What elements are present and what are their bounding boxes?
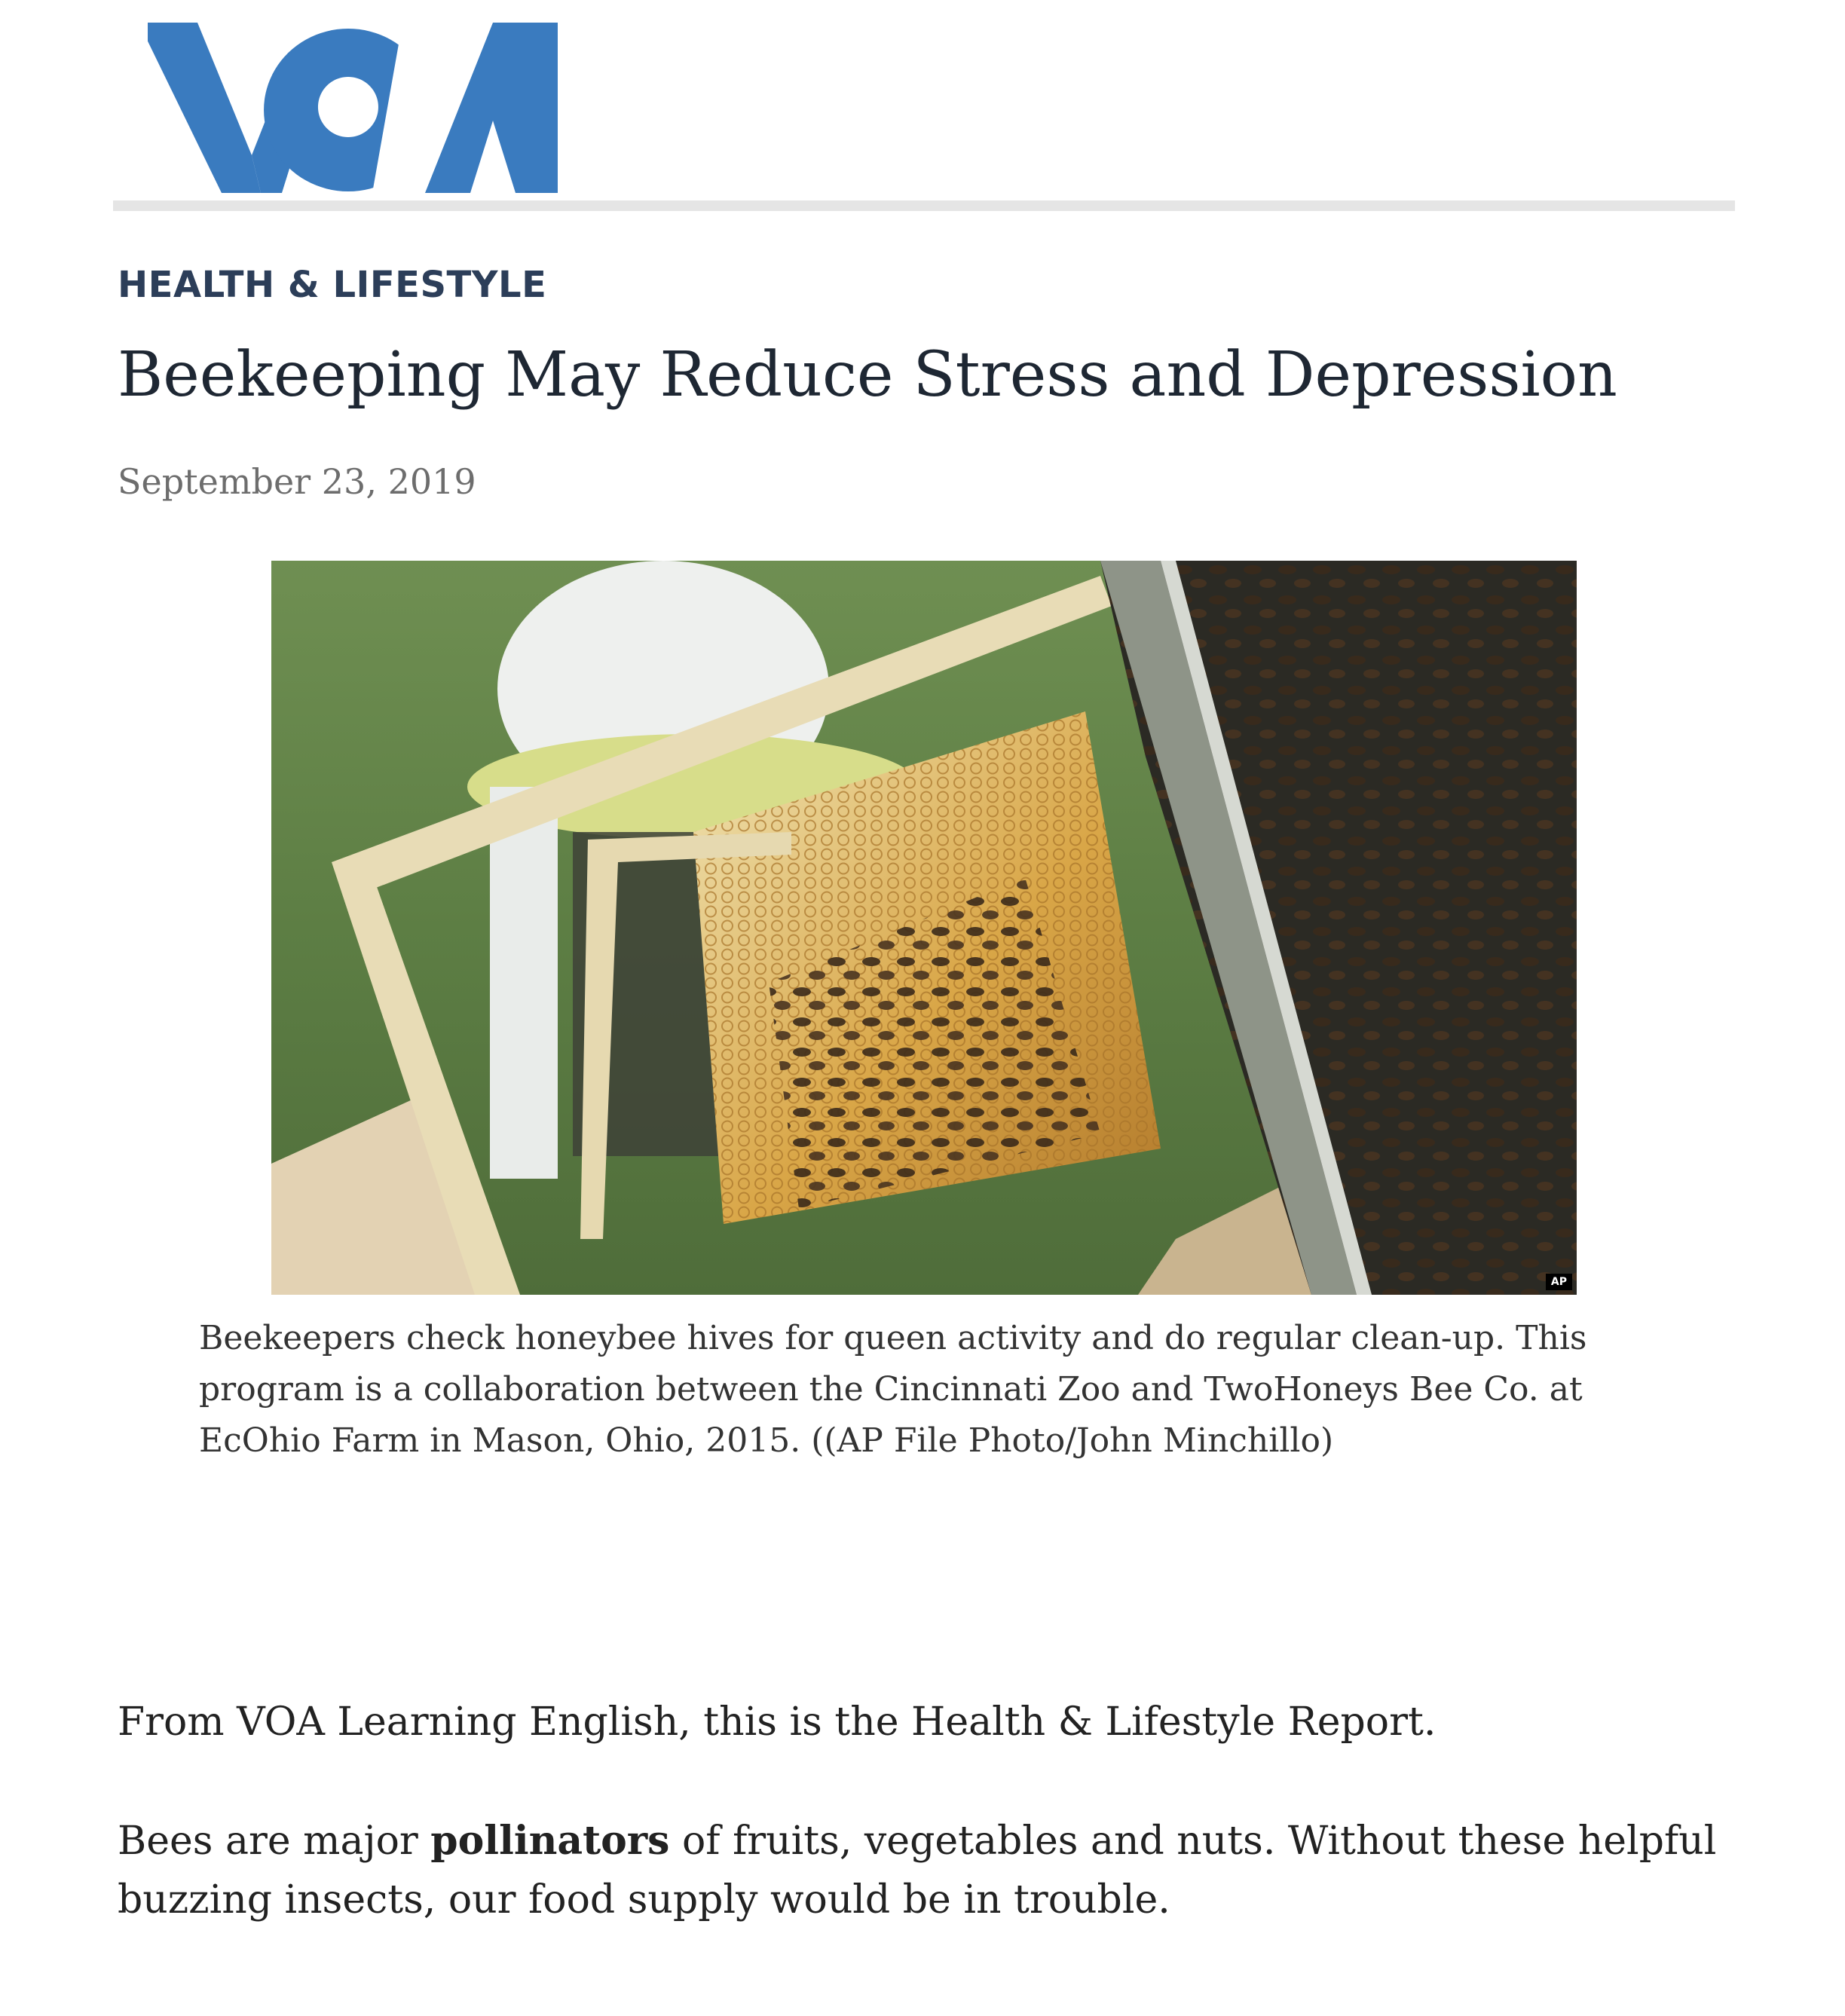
paragraph-text-after: of fruits, vegetables and nuts. Without these helpful buzzing insects, our food supply would be in trouble. <box>118 1819 1717 1923</box>
beekeeping-photo <box>271 561 1577 1295</box>
photo-credit-badge: AP <box>1546 1274 1572 1290</box>
header-divider <box>113 200 1735 211</box>
article-paragraph <box>118 1812 1738 1929</box>
voa-logo[interactable] <box>139 23 558 193</box>
article-photo[interactable] <box>271 561 1577 1295</box>
photo-caption: Beekeepers check honeybee hives for queen activity and do regular clean-up. This program is a collaboration between the Cincinnati Zoo and TwoHoneys Bee Co. at EcOhio Farm in Mason, Ohio, 2015. ((AP File Photo/John Minchillo) <box>199 1319 1587 1460</box>
section-label[interactable]: HEALTH & LIFESTYLE <box>118 264 547 306</box>
article-paragraph <box>118 1693 1738 1751</box>
article-title: Beekeeping May Reduce Stress and Depression <box>118 339 1617 411</box>
voa-logo-graphic <box>139 23 558 193</box>
paragraph-text: From VOA Learning English, this is the Health & Lifestyle Report. <box>118 1699 1437 1745</box>
vocabulary-word[interactable]: pollinators <box>430 1818 670 1864</box>
article-date: September 23, 2019 <box>118 461 476 502</box>
paragraph-text-before: Bees are major <box>118 1819 431 1864</box>
